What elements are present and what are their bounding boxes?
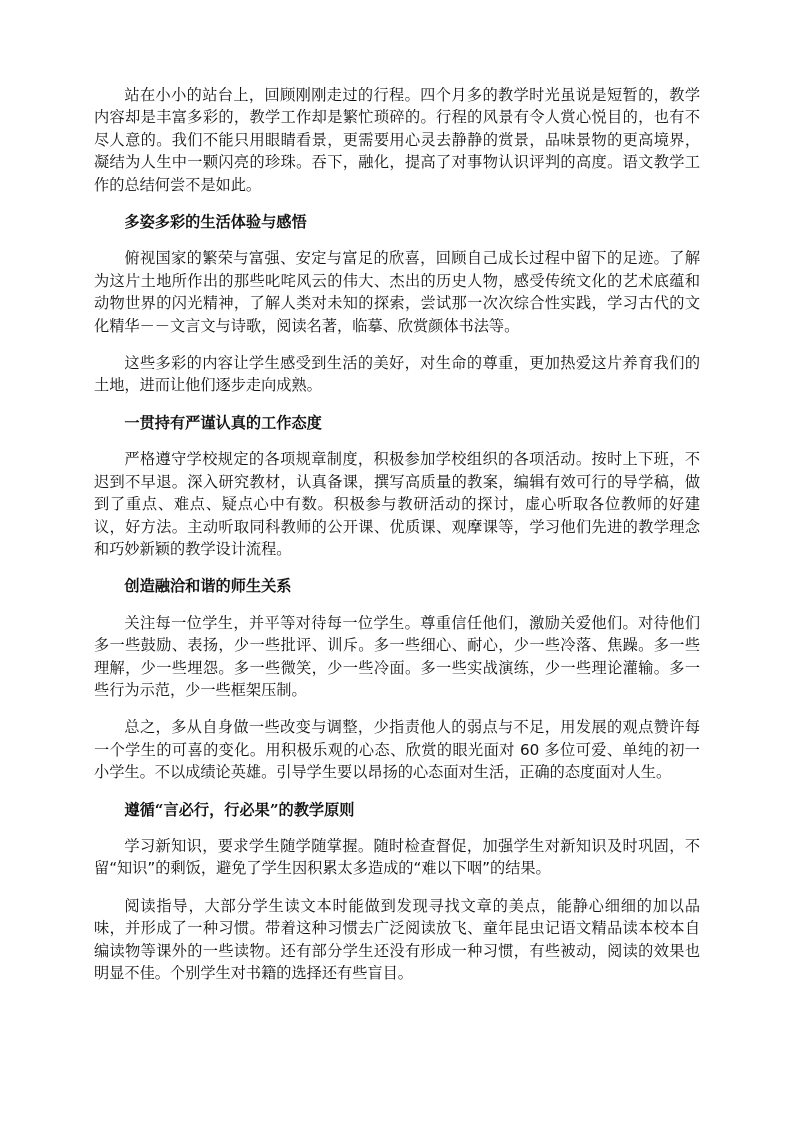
document-body [94,84,700,999]
section-heading-work-attitude: 一贯持有严谨认真的工作态度 [124,413,322,432]
paragraph: 俯视国家的繁荣与富强、安定与富足的欣喜，回顾自己成长过程中留下的足迹。了解为这片土地所作出的那些叱咤风云的伟大、杰出的历史人物，感受传统文化的艺术底蕴和动物世界的闪光精神，了解人类对未知的探索，尝试那一次次综合性实践，学习古代的文化精华－－文言文与诗歌，阅读名著，临摹、欣赏颜体书法等。 [94,249,700,335]
section-heading-teaching-principle: 遵循“言必行，行必果”的教学原则 [124,800,355,819]
paragraph: 阅读指导，大部分学生读文本时能做到发现寻找文章的美点，能静心细细的加以品味，并形成了一种习惯。带着这种习惯去广泛阅读放飞、童年昆虫记语文精品读本校本自编读物等课外的一些读物。还有部分学生还没有形成一种习惯，有些被动，阅读的效果也明显不佳。个别学生对书籍的选择还有些盲目。 [94,896,700,982]
paragraph: 总之，多从自身做一些改变与调整，少指责他人的弱点与不足，用发展的观点赞许每一个学生的可喜的变化。用积极乐观的心态、欣赏的眼光面对 60 多位可爱、单纯的初一小学生。不以成绩论英雄。引导学生要以昂扬的心态面对生活，正确的态度面对人生。 [94,718,700,782]
paragraph: 学习新知识，要求学生随学随掌握。随时检查督促，加强学生对新知识及时巩固，不留“知识”的剩饭，避免了学生因积累太多造成的“难以下咽”的结果。 [94,836,700,878]
section-heading-teacher-student: 创造融洽和谐的师生关系 [124,577,292,596]
paragraph: 严格遵守学校规定的各项规章制度，积极参加学校组织的各项活动。按时上下班，不迟到不早退。深入研究教材，认真备课，撰写高质量的教案，编辑有效可行的导学稿，做到了重点、难点、疑点心中有数。积极参与教研活动的探讨，虚心听取各位教师的好建议，好方法。主动听取同科教师的公开课、优质课、观摩课等，学习他们先进的教学理念和巧妙新颖的教学设计流程。 [94,450,700,558]
paragraph: 这些多彩的内容让学生感受到生活的美好，对生命的尊重，更加热爱这片养育我们的土地，进而让他们逐步走向成熟。 [94,354,700,395]
section-heading-life-experience: 多姿多彩的生活体验与感悟 [124,213,307,232]
paragraph: 关注每一位学生，并平等对待每一位学生。尊重信任他们，激励关爱他们。对待他们多一些鼓励、表扬，少一些批评、训斥。多一些细心、耐心，少一些冷落、焦躁。多一些理解，少一些埋怨。多一些微笑，少一些冷面。多一些实战演练，少一些理论灌输。多一些行为示范，少一些框架压制。 [94,613,700,699]
paragraph-intro: 站在小小的站台上，回顾刚刚走过的行程。四个月多的教学时光虽说是短暂的，教学内容却是丰富多彩的，教学工作却是繁忙琐碎的。行程的风景有令人赏心悦目的，也有不尽人意的。我们不能只用眼睛看景，更需要用心灵去静静的赏景，品味景物的更高境界，凝结为人生中一颗闪亮的珍珠。吞下，融化，提高了对事物认识评判的高度。语文教学工作的总结何尝不是如此。 [94,86,700,194]
